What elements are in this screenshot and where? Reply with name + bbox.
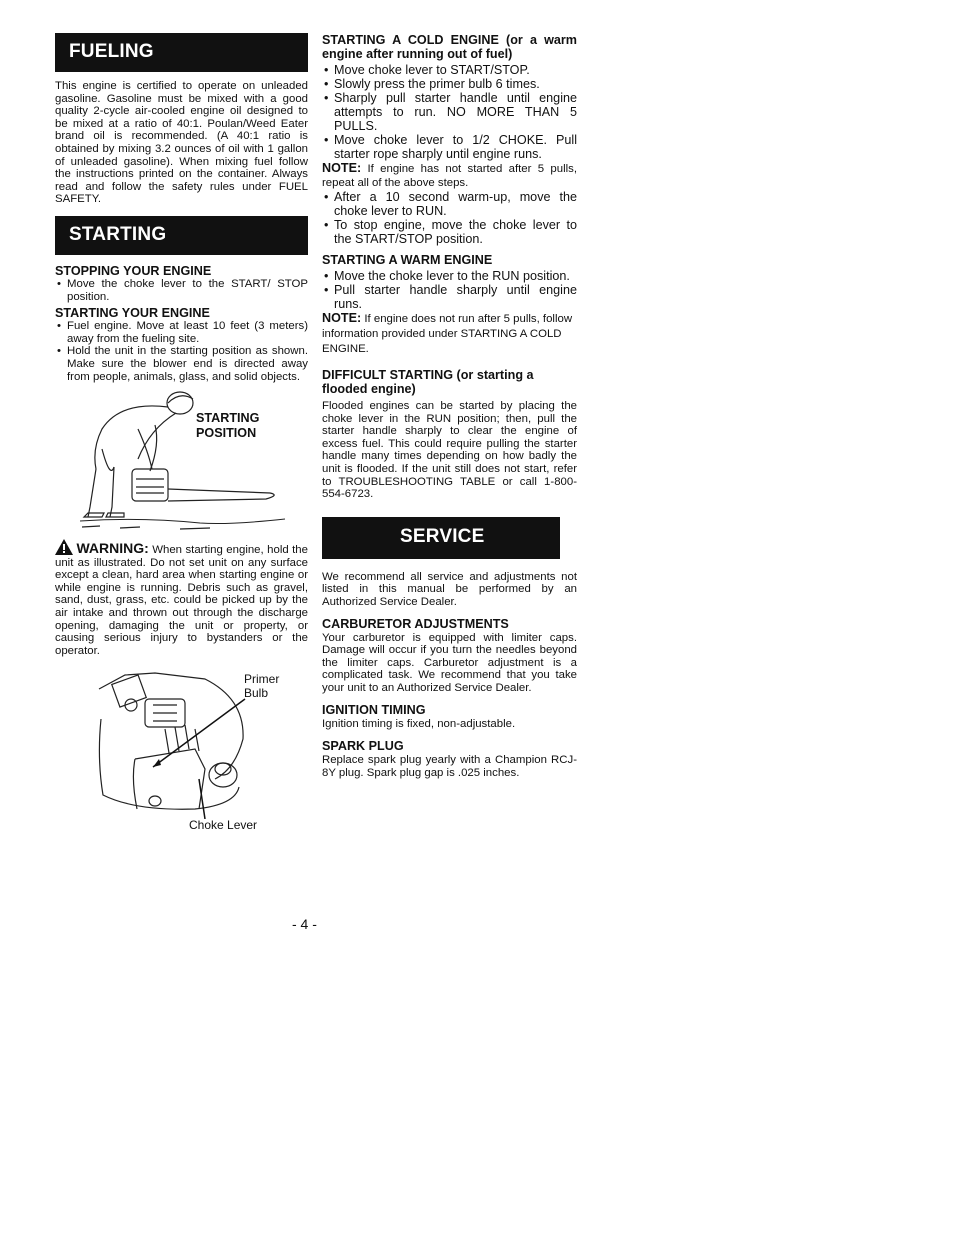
choke-lever-label: Choke Lever bbox=[189, 818, 258, 833]
cold-engine-list bbox=[322, 63, 577, 161]
fueling-text: This engine is certified to operate on unleaded gasoline. Gasoline must be mixed with a good quality 2-cycle air-cooled engine oil designed to be mixed at a ratio of 40:1. Poulan/Weed Eater brand oil is recommended. (A 40:1 ratio is obtained by mixing 3.2 ounces of oil with 1 gallon of unleaded gasoline). When mixing fuel follow the instructions printed on the container. Always read and follow the safety rules under FUEL SAFETY. bbox=[55, 80, 308, 206]
carburetor-heading: CARBURETOR ADJUSTMENTS bbox=[322, 616, 509, 631]
starting-position-label-1: STARTING bbox=[196, 411, 260, 426]
warning-block bbox=[55, 539, 308, 657]
note-label: NOTE: bbox=[322, 161, 362, 175]
list-item: • Move the choke lever to the START/ STOP position. bbox=[55, 278, 308, 303]
warm-engine-heading: STARTING A WARM ENGINE bbox=[322, 253, 493, 267]
primer-label-2: Bulb bbox=[244, 686, 269, 701]
starting-list bbox=[55, 320, 308, 383]
list-item: • Move choke lever to 1/2 CHOKE. Pull starter rope sharply until engine runs. bbox=[322, 133, 577, 161]
difficult-heading: DIFFICULT STARTING (or starting a flooded engine) bbox=[322, 368, 534, 396]
right-column bbox=[322, 33, 577, 779]
list-item: • To stop engine, move the choke lever to the START/STOP position. bbox=[322, 218, 577, 246]
spark-plug-heading: SPARK PLUG bbox=[322, 739, 404, 754]
list-item: • Hold the unit in the starting position as shown. Make sure the blower end is directed away from people, animals, glass, and solid objects. bbox=[55, 345, 308, 383]
starting-position-figure bbox=[55, 389, 308, 531]
primer-choke-figure bbox=[55, 669, 308, 831]
stopping-heading: STOPPING YOUR ENGINE bbox=[55, 263, 212, 278]
service-intro: We recommend all service and adjustments not listed in this manual be performed by an Authorized Service Dealer. bbox=[322, 570, 577, 608]
service-banner: SERVICE bbox=[322, 517, 560, 559]
difficult-text: Flooded engines can be started by placing the choke lever in the RUN position; then, pull the starter handle sharply to clear the engine of excess fuel. This could require pulling the starter handle many times depending on how badly the unit is flooded. If the unit still does not start, refer to TROUBLESHOOTING TABLE or call 1-800-554-6723. bbox=[322, 400, 577, 501]
list-item: • Sharply pull starter handle until engine attempts to run. NO MORE THAN 5 PULLS. bbox=[322, 91, 577, 133]
list-item: • Pull starter handle sharply until engine runs. bbox=[322, 283, 577, 311]
fueling-banner: FUELING bbox=[55, 33, 308, 72]
list-item: • After a 10 second warm-up, move the choke lever to RUN. bbox=[322, 190, 577, 218]
starting-position-label-2: POSITION bbox=[196, 426, 257, 441]
list-item: • Move choke lever to START/STOP. bbox=[322, 63, 577, 77]
note-text: If engine does not run after 5 pulls, follow information provided under STARTING A COLD ENGINE. bbox=[322, 313, 573, 355]
page-number: - 4 - bbox=[292, 916, 317, 932]
note-text: If engine has not started after 5 pulls, repeat all of the above steps. bbox=[322, 163, 577, 189]
warm-engine-note bbox=[322, 311, 577, 357]
engine-illustration bbox=[95, 669, 255, 819]
cold-engine-heading: STARTING A COLD ENGINE (or a warm engine after running out of fuel) bbox=[322, 33, 577, 61]
primer-label-1: Primer bbox=[244, 672, 280, 687]
starting-heading: STARTING YOUR ENGINE bbox=[55, 306, 210, 321]
carburetor-text: Your carburetor is equipped with limiter caps. Damage will occur if you turn the needles beyond the limiter caps. Carburetor adjustment is a complicated task. We recommend that you take your unit to an Authorized Service Dealer. bbox=[322, 631, 577, 694]
list-item: • Slowly press the primer bulb 6 times. bbox=[322, 77, 577, 91]
spark-plug-text: Replace spark plug yearly with a Champion RCJ-8Y plug. Spark plug gap is .025 inches. bbox=[322, 754, 577, 779]
warning-label: WARNING: bbox=[76, 540, 149, 557]
ignition-text: Ignition timing is fixed, non-adjustable. bbox=[322, 717, 516, 730]
note-label: NOTE: bbox=[322, 311, 362, 325]
starting-banner: STARTING bbox=[55, 216, 308, 255]
list-item: • Fuel engine. Move at least 10 feet (3 meters) away from the fueling site. bbox=[55, 320, 308, 345]
list-item: • Move the choke lever to the RUN position. bbox=[322, 269, 577, 283]
cold-engine-list-2 bbox=[322, 190, 577, 246]
warning-icon bbox=[55, 539, 73, 555]
cold-engine-note bbox=[322, 161, 577, 190]
warning-text: When starting engine, hold the unit as illustrated. Do not set unit on any surface except a clean, hard area when starting engine or while engine is running. Debris such as gravel, sand, dust, grass, etc. could be picked up by the air intake and thrown out through the discharge opening, damaging the unit or property, or causing serious injury to bystanders or the operator. bbox=[55, 544, 308, 657]
stopping-list bbox=[55, 278, 308, 303]
warm-engine-list bbox=[322, 269, 577, 311]
ignition-heading: IGNITION TIMING bbox=[322, 702, 426, 717]
left-column bbox=[55, 33, 308, 831]
